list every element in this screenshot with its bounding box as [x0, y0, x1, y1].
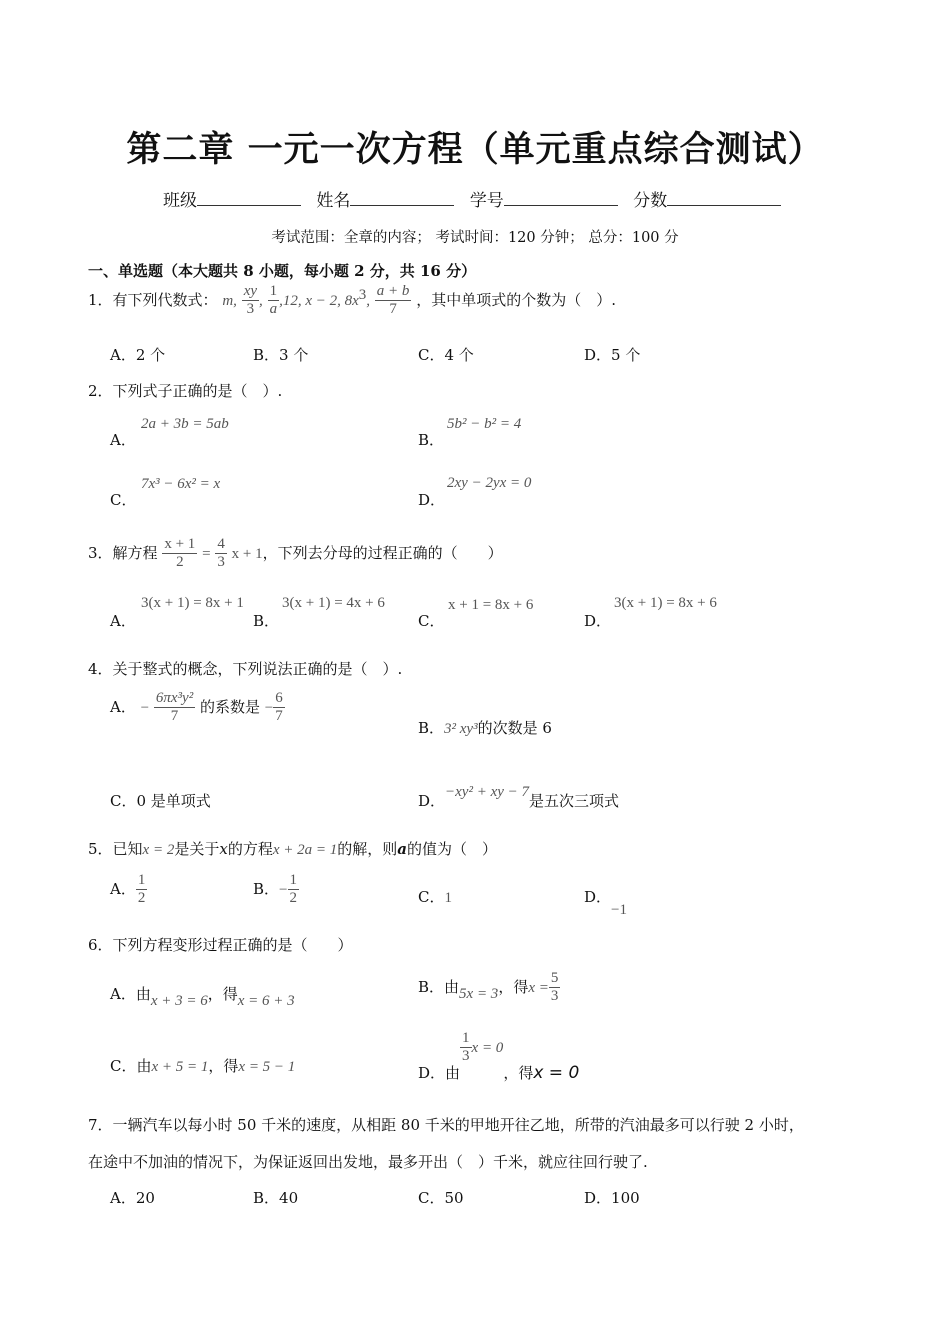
q2-expr-d: 2xy − 2yx = 0 — [447, 475, 532, 491]
q5-option-a[interactable]: A． $\frac{1}{2}$ — [110, 872, 146, 907]
student-info-line — [163, 186, 791, 211]
q1-option-d[interactable]: D．5 个 — [584, 346, 641, 364]
question-2-stem: 2．下列式子正确的是（ ）. — [88, 382, 283, 400]
fraction: $\frac{5}{3}$ — [550, 970, 559, 1005]
page-title: 第二章 一元一次方程（单元重点综合测试） — [126, 130, 824, 170]
fraction: $\frac{1}{2}$ — [289, 872, 297, 907]
q3-option-b[interactable]: B． — [253, 612, 280, 630]
fraction: $\frac{4}{3}$ — [217, 536, 225, 571]
q5-option-b[interactable]: B．− $\frac{1}{2}$ — [253, 872, 297, 907]
fraction: $\frac{\text{6πx³y²}}{7}$ — [155, 690, 194, 725]
q4-option-d[interactable]: D．−xy² + xy − 7是五次三项式 — [418, 784, 620, 810]
q2-expr-c: 7x³ − 6x² = x — [141, 476, 221, 492]
q3-expr-c: x + 1 = 8x + 6 — [448, 597, 534, 613]
question-7-line-2: 在途中不加油的情况下，为保证返回出发地，最多开出（ ）千米，就应往回行驶了. — [88, 1153, 648, 1171]
q7-option-c[interactable]: C．50 — [418, 1189, 464, 1207]
q2-expr-a: 2a + 3b = 5ab — [141, 416, 229, 432]
question-4-stem: 4．关于整式的概念，下列说法正确的是（ ）. — [88, 660, 403, 678]
name-blank[interactable] — [350, 187, 454, 206]
q7-option-a[interactable]: A．20 — [110, 1189, 155, 1207]
q3-option-d[interactable]: D． — [584, 612, 612, 630]
q3-expr-d: 3(x + 1) = 8x + 6 — [614, 595, 717, 611]
q7-option-d[interactable]: D．100 — [584, 1189, 640, 1207]
fraction: $\frac{6}{7}$ — [275, 690, 283, 725]
class-blank[interactable] — [197, 187, 301, 206]
q1-option-b[interactable]: B．3 个 — [253, 346, 309, 364]
q3-expr-b: 3(x + 1) = 4x + 6 — [282, 595, 385, 611]
q1-option-a[interactable]: A．2 个 — [110, 346, 166, 364]
q2-option-b[interactable]: B． — [418, 431, 445, 449]
score-blank[interactable] — [667, 187, 781, 206]
fraction: $\frac{1}{3}$ — [462, 1030, 470, 1065]
class-label: 班级 — [163, 191, 197, 211]
number-label: 学号 — [469, 191, 504, 211]
q4-option-a[interactable]: A． − $\frac{\text{6πx³y²}}{7}$ 的系数是 − $\frac{6}{7}$ — [110, 690, 283, 725]
q6-option-c[interactable]: C．由x + 5 = 1，得x = 5 − 1 — [110, 1057, 296, 1075]
q1-option-c[interactable]: C．4 个 — [418, 346, 474, 364]
score-label: 分数 — [633, 191, 668, 211]
q7-option-b[interactable]: B．40 — [253, 1189, 299, 1207]
q2-expr-b: 5b² − b² = 4 — [447, 416, 522, 432]
q6-option-d[interactable]: D．由 $\frac{1}{3}$ x = 0，得x = 0 — [418, 1030, 580, 1083]
fraction: $\frac{a + b}{7}$ — [376, 283, 410, 318]
q2-option-c[interactable]: C． — [110, 491, 137, 509]
question-3-stem: 3．解方程 $\frac{x + 1}{2}$ = $\frac{4}{3}$ x + 1，下列去分母的过程正确的（ ） — [88, 536, 503, 571]
fraction: $\frac{1}{a}$ — [269, 283, 278, 318]
q6-option-b[interactable]: B．由5x = 3，得x = $\frac{5}{3}$ — [418, 970, 559, 1005]
question-1-stem: 1．有下列代数式： m, $\frac{xy}{3}$ , $\frac{1}{a}$ ,12, x − 2, $8x^3$, $\frac{a + b}{7}$ ，其中单项式的个数为（ ）. — [88, 283, 616, 318]
q6-option-a[interactable]: A．由x + 3 = 6，得x = 6 + 3 — [110, 985, 295, 1009]
q3-option-a[interactable]: A． — [110, 612, 136, 630]
question-6-stem: 6．下列方程变形过程正确的是（ ） — [88, 936, 353, 954]
number-blank[interactable] — [504, 187, 618, 206]
fraction: $\frac{xy}{3}$ — [243, 283, 258, 318]
exam-meta: 考试范围：全章的内容； 考试时间：120 分钟； 总分：100 分 — [271, 230, 679, 246]
question-7-line-1: 7．一辆汽车以每小时 50 千米的速度，从相距 80 千米的甲地开往乙地，所带的汽油最多可以行驶 2 小时， — [88, 1116, 804, 1134]
q4-option-b[interactable]: B．3² xy³的次数是 6 — [418, 719, 552, 737]
question-5-stem: 5．已知x = 2是关于x的方程x + 2a = 1的解，则a的值为（ ） — [88, 840, 497, 858]
name-label: 姓名 — [316, 191, 351, 211]
q3-option-c[interactable]: C． — [418, 612, 445, 630]
fraction: $\frac{x + 1}{2}$ — [164, 536, 196, 571]
q3-expr-a: 3(x + 1) = 8x + 1 — [141, 595, 244, 611]
q5-option-c[interactable]: C．1 — [418, 888, 452, 906]
fraction: $\frac{1}{2}$ — [137, 872, 146, 907]
q5-option-d[interactable]: D．−1 — [584, 888, 627, 918]
section-heading: 一、单选题（本大题共 8 小题，每小题 2 分，共 16 分） — [88, 262, 477, 280]
q2-option-d[interactable]: D． — [418, 491, 446, 509]
q2-option-a[interactable]: A． — [110, 431, 136, 449]
q4-option-c[interactable]: C．0 是单项式 — [110, 792, 211, 810]
